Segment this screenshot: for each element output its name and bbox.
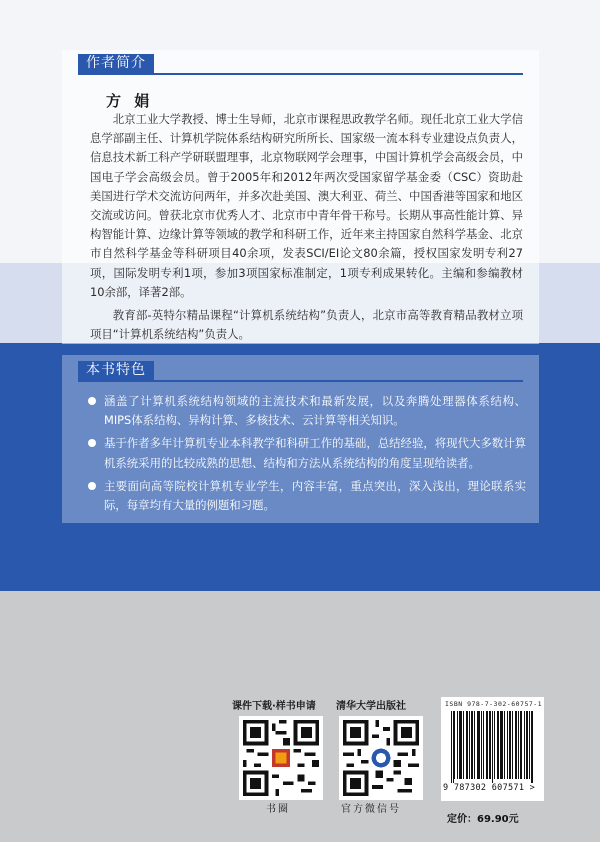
author-name: 方 娟 bbox=[106, 92, 154, 110]
barcode-bar bbox=[454, 711, 455, 779]
barcode-bar bbox=[509, 711, 510, 779]
qr-title-publisher: 清华大学出版社 bbox=[336, 701, 406, 712]
barcode-bar bbox=[492, 711, 493, 783]
barcode-bars bbox=[451, 711, 535, 783]
bio-paragraph: 北京工业大学教授、博士生导师，北京市课程思政教学名师。现任北京工业大学信息学部副主任、计算机学院体系结构研究所所长、国家级一流本科专业建设点负责人，信息技术新工科产学研联盟理事，北京物联网学会理事，中国计算机学会高级会员，中国电子学会高级会员。曾于2005年和2012年两次受国家留学基金委（CSC）资助赴美国进行学术交流访问两年，并多次赴美国、澳大利亚、荷兰、中国香港等国家和地区交流或访问。曾获北京市优秀人才、北京市中青年骨干称号。长期从事高性能计算、异构智能计算、边缘计算等领域的教学和科研工作，近年来主持国家自然科学基金、北京市自然科学基金等科研项目40余项，发表SCI/EI论文80余篇，授权国家发明专利27项，国际发明专利1项，参加3项国家标准制定，1项专利成果转化。主编和参编教材10余部，译著2部。 bbox=[90, 112, 523, 299]
barcode-bar bbox=[481, 711, 482, 779]
barcode-bar bbox=[502, 711, 503, 779]
barcode-bar bbox=[490, 711, 491, 779]
barcode-bar bbox=[531, 711, 532, 783]
feature-item: 主要面向高等院校计算机专业学生，内容丰富，重点突出，深入浅出，理论联系实际，每章均有大量的例题和习题。 bbox=[86, 477, 526, 515]
features-heading-rule bbox=[78, 380, 523, 382]
qr-code-icon[interactable] bbox=[239, 716, 323, 800]
barcode-bar bbox=[518, 711, 519, 779]
barcode-bar bbox=[520, 711, 521, 779]
barcode-bar bbox=[489, 711, 490, 779]
barcode-bar bbox=[512, 711, 513, 779]
feature-item: 基于作者多年计算机专业本科教学和科研工作的基础，总结经验，将现代大多数计算机系统采用的比较成熟的思想、结构和方法从系统结构的角度呈现给读者。 bbox=[86, 434, 526, 472]
barcode-digits: 9 787302 607571 > bbox=[443, 783, 536, 793]
barcode-bar bbox=[500, 711, 501, 779]
barcode-bar bbox=[510, 711, 511, 779]
qr-code-icon[interactable] bbox=[339, 716, 423, 800]
barcode-bar bbox=[532, 711, 533, 783]
barcode-bar bbox=[497, 711, 498, 779]
barcode-bar bbox=[472, 711, 473, 779]
barcode-bar bbox=[474, 711, 475, 779]
barcode-bar bbox=[453, 711, 454, 783]
author-heading: 作者简介 bbox=[78, 54, 154, 73]
barcode-bar bbox=[459, 711, 460, 779]
barcode-bar bbox=[467, 711, 468, 779]
barcode-bar bbox=[504, 711, 505, 779]
barcode-bar bbox=[479, 711, 480, 779]
bullet-icon bbox=[88, 439, 96, 447]
barcode-bar bbox=[524, 711, 525, 779]
qr-caption-shuquan: 书圈 bbox=[266, 804, 290, 815]
bullet-icon bbox=[88, 397, 96, 405]
barcode-bar bbox=[498, 711, 499, 779]
barcode-bar bbox=[451, 711, 452, 783]
author-bio bbox=[90, 110, 523, 344]
barcode-bar bbox=[469, 711, 470, 779]
barcode-bar bbox=[501, 711, 502, 779]
bullet-icon bbox=[88, 482, 96, 490]
barcode-bar bbox=[466, 711, 467, 779]
barcode-bar bbox=[516, 711, 517, 779]
isbn-barcode bbox=[441, 697, 544, 801]
qr-title-courseware: 课件下载·样书申请 bbox=[232, 701, 316, 712]
barcode-bar bbox=[478, 711, 479, 779]
isbn-text: ISBN 978-7-302-60757-1 bbox=[445, 700, 543, 708]
barcode-bar bbox=[494, 711, 495, 779]
barcode-bar bbox=[486, 711, 487, 779]
barcode-bar bbox=[526, 711, 527, 779]
barcode-bar bbox=[460, 711, 461, 779]
barcode-bar bbox=[507, 711, 508, 779]
barcode-bar bbox=[461, 711, 462, 779]
author-heading-rule bbox=[78, 73, 523, 75]
features-heading: 本书特色 bbox=[78, 361, 154, 380]
barcode-bar bbox=[463, 711, 464, 779]
barcode-bar bbox=[457, 711, 458, 779]
barcode-bar bbox=[483, 711, 484, 779]
price-label: 定价：69.90元 bbox=[447, 814, 519, 825]
barcode-bar bbox=[527, 711, 528, 779]
feature-item: 涵盖了计算机系统结构领域的主流技术和最新发展，以及奔腾处理器体系结构、MIPS体系结构、异构计算、多核技术、云计算等相关知识。 bbox=[86, 392, 526, 430]
barcode-bar bbox=[529, 711, 530, 779]
bio-paragraph: 教育部-英特尔精品课程“计算机系统结构”负责人，北京市高等教育精品教材立项项目“计算机系统结构”负责人。 bbox=[90, 308, 523, 342]
barcode-bar bbox=[487, 711, 488, 779]
barcode-bar bbox=[471, 711, 472, 779]
barcode-bar bbox=[477, 711, 478, 779]
barcode-bar bbox=[521, 711, 522, 779]
barcode-bar bbox=[515, 711, 516, 779]
qr-caption-wechat: 官方微信号 bbox=[341, 804, 401, 815]
features-list bbox=[86, 392, 526, 519]
